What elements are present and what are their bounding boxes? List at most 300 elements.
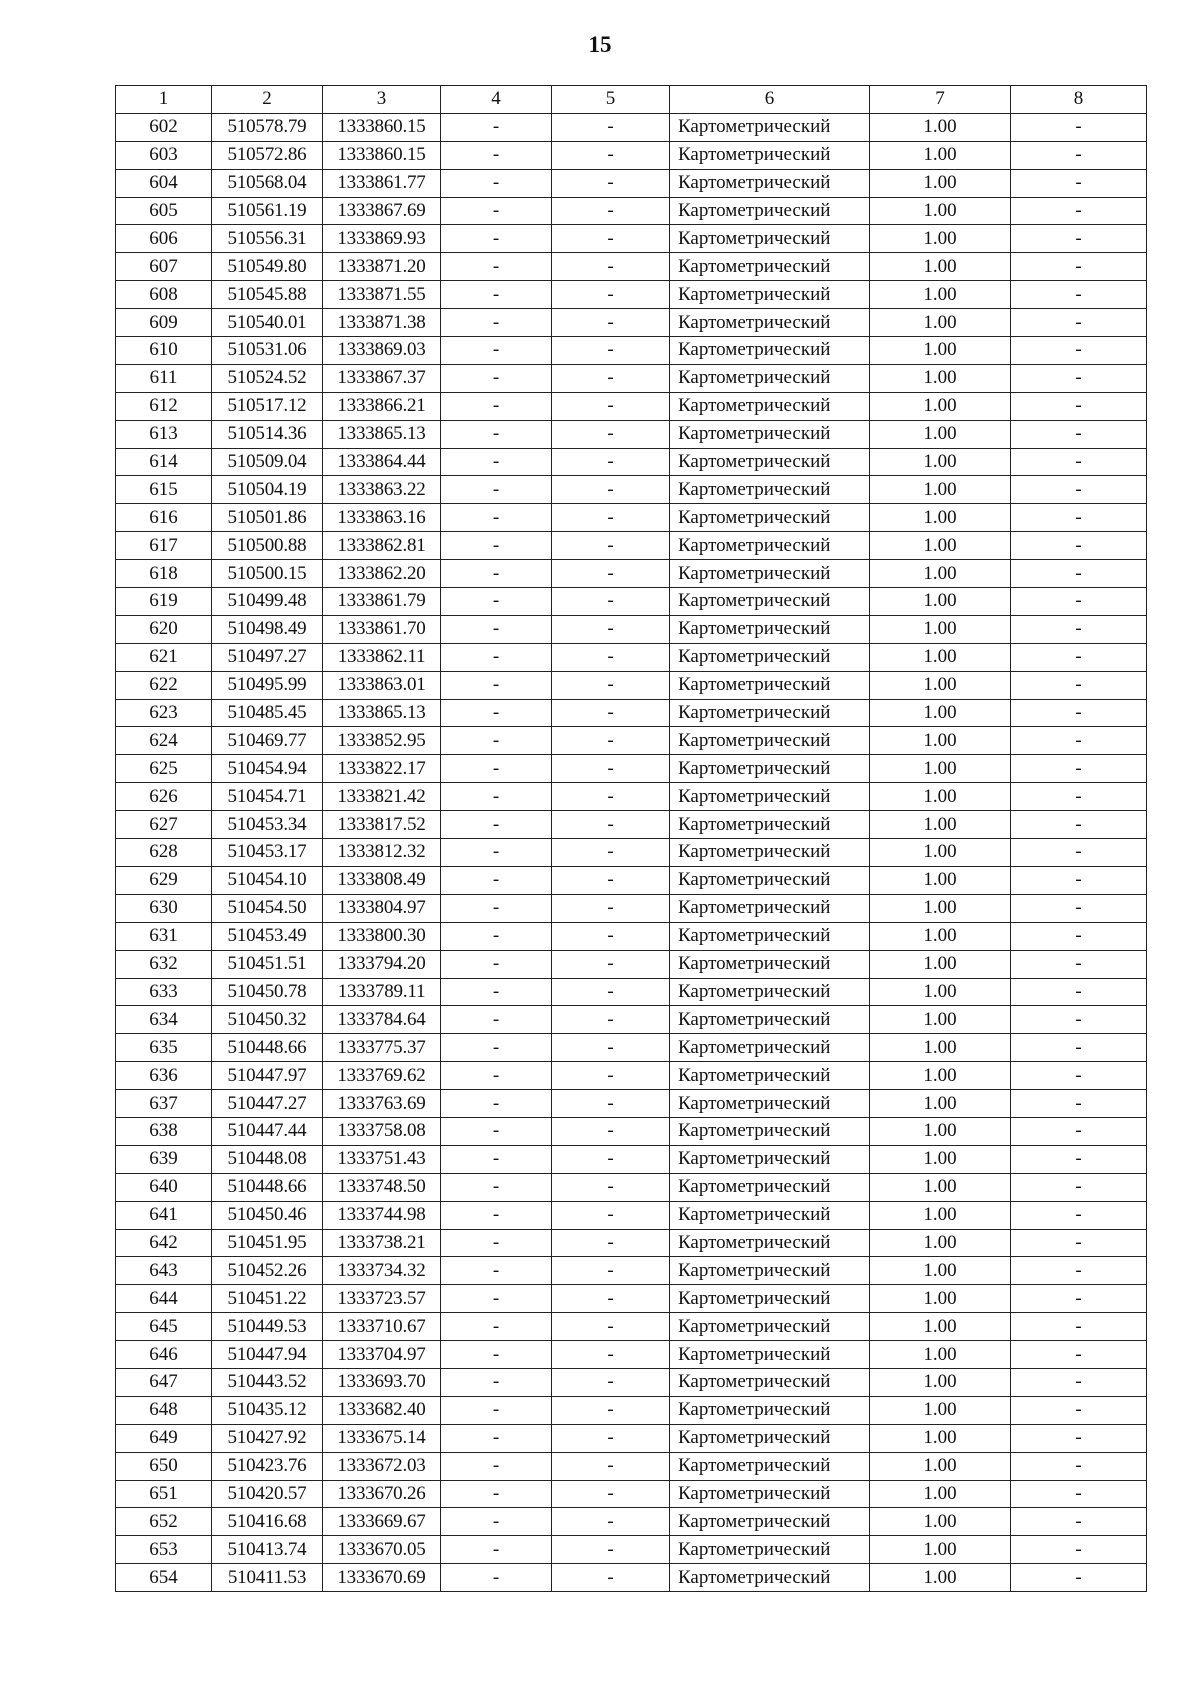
- table-cell-col-4: -: [441, 1536, 552, 1564]
- table-cell-col-6: Картометрический: [670, 1201, 870, 1229]
- table-cell-col-2: 510447.44: [212, 1117, 323, 1145]
- table-cell-col-7: 1.00: [870, 699, 1011, 727]
- table-cell-col-8: -: [1011, 1424, 1147, 1452]
- table-cell-col-2: 510450.46: [212, 1201, 323, 1229]
- table-cell-col-1: 626: [116, 783, 212, 811]
- table-cell-col-2: 510420.57: [212, 1480, 323, 1508]
- table-cell-col-1: 631: [116, 922, 212, 950]
- table-cell-col-2: 510500.88: [212, 532, 323, 560]
- table-row: [116, 309, 1147, 337]
- table-cell-col-2: 510448.08: [212, 1145, 323, 1173]
- table-cell-col-3: 1333808.49: [323, 866, 441, 894]
- table-cell-col-6: Картометрический: [670, 1452, 870, 1480]
- table-cell-col-3: 1333865.13: [323, 420, 441, 448]
- table-cell-col-5: -: [552, 783, 670, 811]
- table-cell-col-3: 1333710.67: [323, 1313, 441, 1341]
- table-row: [116, 1034, 1147, 1062]
- table-cell-col-4: -: [441, 1173, 552, 1201]
- table-cell-col-4: -: [441, 671, 552, 699]
- table-cell-col-3: 1333869.03: [323, 337, 441, 365]
- table-cell-col-5: -: [552, 420, 670, 448]
- table-cell-col-7: 1.00: [870, 1508, 1011, 1536]
- table-cell-col-6: Картометрический: [670, 281, 870, 309]
- table-row: [116, 197, 1147, 225]
- table-cell-col-8: -: [1011, 1341, 1147, 1369]
- table-cell-col-2: 510495.99: [212, 671, 323, 699]
- table-cell-col-6: Картометрический: [670, 1341, 870, 1369]
- table-cell-col-4: -: [441, 253, 552, 281]
- table-row: [116, 1257, 1147, 1285]
- table-row: [116, 1313, 1147, 1341]
- table-cell-col-5: -: [552, 197, 670, 225]
- table-row: [116, 1145, 1147, 1173]
- table-cell-col-1: 650: [116, 1452, 212, 1480]
- table-cell-col-5: -: [552, 504, 670, 532]
- table-cell-col-6: Картометрический: [670, 1062, 870, 1090]
- table-cell-col-4: -: [441, 978, 552, 1006]
- table-cell-col-5: -: [552, 1201, 670, 1229]
- table-cell-col-4: -: [441, 392, 552, 420]
- table-cell-col-8: -: [1011, 699, 1147, 727]
- table-cell-col-6: Картометрический: [670, 1117, 870, 1145]
- table-cell-col-1: 606: [116, 225, 212, 253]
- table-cell-col-3: 1333794.20: [323, 950, 441, 978]
- table-row: [116, 281, 1147, 309]
- table-row: [116, 392, 1147, 420]
- table-cell-col-3: 1333863.01: [323, 671, 441, 699]
- table-cell-col-5: -: [552, 1536, 670, 1564]
- table-cell-col-4: -: [441, 532, 552, 560]
- table-cell-col-2: 510500.15: [212, 560, 323, 588]
- table-row: [116, 950, 1147, 978]
- table-cell-col-7: 1.00: [870, 643, 1011, 671]
- table-cell-col-6: Картометрический: [670, 1257, 870, 1285]
- table-cell-col-6: Картометрический: [670, 727, 870, 755]
- table-cell-col-5: -: [552, 671, 670, 699]
- table-cell-col-5: -: [552, 1424, 670, 1452]
- table-cell-col-4: -: [441, 1117, 552, 1145]
- table-cell-col-4: -: [441, 839, 552, 867]
- table-cell-col-2: 510448.66: [212, 1034, 323, 1062]
- table-cell-col-8: -: [1011, 866, 1147, 894]
- table-cell-col-7: 1.00: [870, 392, 1011, 420]
- table-cell-col-8: -: [1011, 922, 1147, 950]
- table-cell-col-4: -: [441, 894, 552, 922]
- table-row: [116, 866, 1147, 894]
- table-cell-col-8: -: [1011, 309, 1147, 337]
- table-cell-col-2: 510524.52: [212, 364, 323, 392]
- table-cell-col-1: 649: [116, 1424, 212, 1452]
- table-row: [116, 1285, 1147, 1313]
- table-cell-col-5: -: [552, 839, 670, 867]
- table-cell-col-2: 510561.19: [212, 197, 323, 225]
- table-cell-col-5: -: [552, 560, 670, 588]
- table-cell-col-3: 1333852.95: [323, 727, 441, 755]
- table-cell-col-2: 510435.12: [212, 1396, 323, 1424]
- table-cell-col-8: -: [1011, 1034, 1147, 1062]
- table-cell-col-7: 1.00: [870, 1062, 1011, 1090]
- table-cell-col-1: 605: [116, 197, 212, 225]
- table-cell-col-3: 1333670.05: [323, 1536, 441, 1564]
- table-cell-col-8: -: [1011, 225, 1147, 253]
- table-cell-col-5: -: [552, 476, 670, 504]
- table-cell-col-4: -: [441, 1424, 552, 1452]
- table-cell-col-4: -: [441, 1145, 552, 1173]
- table-cell-col-6: Картометрический: [670, 1564, 870, 1592]
- table-cell-col-4: -: [441, 337, 552, 365]
- table-row: [116, 894, 1147, 922]
- table-cell-col-4: -: [441, 588, 552, 616]
- table-row: [116, 615, 1147, 643]
- table-cell-col-3: 1333812.32: [323, 839, 441, 867]
- table-row: [116, 922, 1147, 950]
- table-cell-col-1: 616: [116, 504, 212, 532]
- table-cell-col-7: 1.00: [870, 532, 1011, 560]
- table-cell-col-4: -: [441, 1034, 552, 1062]
- table-row: [116, 783, 1147, 811]
- coordinates-table: [115, 85, 1147, 1592]
- table-cell-col-6: Картометрический: [670, 1424, 870, 1452]
- table-cell-col-6: Картометрический: [670, 420, 870, 448]
- table-row: [116, 671, 1147, 699]
- table-cell-col-6: Картометрический: [670, 197, 870, 225]
- table-row: [116, 1341, 1147, 1369]
- table-cell-col-5: -: [552, 1480, 670, 1508]
- table-cell-col-3: 1333865.13: [323, 699, 441, 727]
- table-cell-col-1: 627: [116, 811, 212, 839]
- table-row: [116, 1396, 1147, 1424]
- table-row: [116, 643, 1147, 671]
- table-cell-col-4: -: [441, 281, 552, 309]
- table-cell-col-3: 1333869.93: [323, 225, 441, 253]
- table-cell-col-8: -: [1011, 169, 1147, 197]
- table-cell-col-6: Картометрический: [670, 1006, 870, 1034]
- table-cell-col-4: -: [441, 476, 552, 504]
- table-cell-col-6: Картометрический: [670, 253, 870, 281]
- table-cell-col-7: 1.00: [870, 671, 1011, 699]
- table-cell-col-6: Картометрический: [670, 1536, 870, 1564]
- table-cell-col-3: 1333860.15: [323, 141, 441, 169]
- table-cell-col-6: Картометрический: [670, 1173, 870, 1201]
- table-cell-col-8: -: [1011, 281, 1147, 309]
- table-cell-col-7: 1.00: [870, 169, 1011, 197]
- table-cell-col-6: Картометрический: [670, 699, 870, 727]
- table-row: [116, 1424, 1147, 1452]
- table-cell-col-3: 1333748.50: [323, 1173, 441, 1201]
- table-row: [116, 337, 1147, 365]
- table-cell-col-2: 510447.27: [212, 1090, 323, 1118]
- table-cell-col-5: -: [552, 811, 670, 839]
- table-cell-col-4: -: [441, 1257, 552, 1285]
- table-cell-col-4: -: [441, 615, 552, 643]
- table-cell-col-7: 1.00: [870, 197, 1011, 225]
- table-cell-col-1: 624: [116, 727, 212, 755]
- table-cell-col-7: 1.00: [870, 364, 1011, 392]
- column-header-1: 1: [116, 86, 212, 114]
- table-cell-col-5: -: [552, 1229, 670, 1257]
- table-cell-col-1: 638: [116, 1117, 212, 1145]
- table-cell-col-8: -: [1011, 1396, 1147, 1424]
- table-cell-col-8: -: [1011, 448, 1147, 476]
- table-cell-col-1: 607: [116, 253, 212, 281]
- table-cell-col-8: -: [1011, 1201, 1147, 1229]
- table-cell-col-2: 510545.88: [212, 281, 323, 309]
- table-cell-col-8: -: [1011, 950, 1147, 978]
- table-cell-col-3: 1333670.69: [323, 1564, 441, 1592]
- table-cell-col-7: 1.00: [870, 1424, 1011, 1452]
- table-cell-col-3: 1333871.55: [323, 281, 441, 309]
- table-cell-col-1: 639: [116, 1145, 212, 1173]
- table-cell-col-6: Картометрический: [670, 448, 870, 476]
- table-cell-col-4: -: [441, 560, 552, 588]
- table-cell-col-8: -: [1011, 560, 1147, 588]
- table-cell-col-5: -: [552, 1285, 670, 1313]
- table-row: [116, 1480, 1147, 1508]
- table-cell-col-3: 1333867.69: [323, 197, 441, 225]
- table-cell-col-1: 623: [116, 699, 212, 727]
- table-cell-col-8: -: [1011, 504, 1147, 532]
- table-row: [116, 1006, 1147, 1034]
- table-cell-col-3: 1333862.81: [323, 532, 441, 560]
- table-row: [116, 420, 1147, 448]
- table-cell-col-2: 510411.53: [212, 1564, 323, 1592]
- table-row: [116, 113, 1147, 141]
- table-cell-col-3: 1333862.20: [323, 560, 441, 588]
- table-cell-col-5: -: [552, 615, 670, 643]
- table-cell-col-5: -: [552, 978, 670, 1006]
- table-cell-col-1: 641: [116, 1201, 212, 1229]
- table-cell-col-1: 613: [116, 420, 212, 448]
- table-row: [116, 1564, 1147, 1592]
- table-cell-col-1: 610: [116, 337, 212, 365]
- table-cell-col-6: Картометрический: [670, 922, 870, 950]
- table-cell-col-1: 612: [116, 392, 212, 420]
- table-cell-col-1: 642: [116, 1229, 212, 1257]
- table-cell-col-1: 635: [116, 1034, 212, 1062]
- table-cell-col-6: Картометрический: [670, 1229, 870, 1257]
- table-cell-col-5: -: [552, 1145, 670, 1173]
- column-header-8: 8: [1011, 86, 1147, 114]
- table-cell-col-2: 510485.45: [212, 699, 323, 727]
- table-cell-col-4: -: [441, 1090, 552, 1118]
- table-cell-col-8: -: [1011, 1145, 1147, 1173]
- table-cell-col-2: 510452.26: [212, 1257, 323, 1285]
- table-cell-col-8: -: [1011, 1536, 1147, 1564]
- table-cell-col-6: Картометрический: [670, 1368, 870, 1396]
- table-cell-col-6: Картометрический: [670, 225, 870, 253]
- table-cell-col-7: 1.00: [870, 448, 1011, 476]
- table-cell-col-2: 510454.71: [212, 783, 323, 811]
- table-cell-col-6: Картометрический: [670, 1508, 870, 1536]
- table-cell-col-4: -: [441, 783, 552, 811]
- table-cell-col-3: 1333738.21: [323, 1229, 441, 1257]
- table-cell-col-6: Картометрический: [670, 532, 870, 560]
- table-cell-col-8: -: [1011, 894, 1147, 922]
- table-cell-col-6: Картометрический: [670, 839, 870, 867]
- table-cell-col-7: 1.00: [870, 1257, 1011, 1285]
- table-cell-col-8: -: [1011, 978, 1147, 1006]
- table-cell-col-1: 628: [116, 839, 212, 867]
- table-cell-col-6: Картометрический: [670, 337, 870, 365]
- table-row: [116, 253, 1147, 281]
- table-cell-col-1: 602: [116, 113, 212, 141]
- table-cell-col-3: 1333871.20: [323, 253, 441, 281]
- table-cell-col-4: -: [441, 811, 552, 839]
- table-cell-col-6: Картометрический: [670, 866, 870, 894]
- table-cell-col-7: 1.00: [870, 755, 1011, 783]
- table-cell-col-7: 1.00: [870, 1117, 1011, 1145]
- table-cell-col-2: 510498.49: [212, 615, 323, 643]
- table-cell-col-7: 1.00: [870, 309, 1011, 337]
- table-cell-col-7: 1.00: [870, 337, 1011, 365]
- table-cell-col-6: Картометрический: [670, 392, 870, 420]
- table-cell-col-3: 1333804.97: [323, 894, 441, 922]
- table-cell-col-7: 1.00: [870, 225, 1011, 253]
- table-cell-col-5: -: [552, 1368, 670, 1396]
- table-cell-col-3: 1333866.21: [323, 392, 441, 420]
- table-cell-col-2: 510423.76: [212, 1452, 323, 1480]
- table-row: [116, 476, 1147, 504]
- table-row: [116, 504, 1147, 532]
- table-cell-col-5: -: [552, 1313, 670, 1341]
- table-cell-col-4: -: [441, 309, 552, 337]
- table-cell-col-1: 603: [116, 141, 212, 169]
- table-cell-col-2: 510453.49: [212, 922, 323, 950]
- table-cell-col-5: -: [552, 392, 670, 420]
- table-cell-col-8: -: [1011, 253, 1147, 281]
- table-row: [116, 1452, 1147, 1480]
- table-cell-col-8: -: [1011, 1173, 1147, 1201]
- table-cell-col-1: 651: [116, 1480, 212, 1508]
- table-cell-col-4: -: [441, 504, 552, 532]
- table-cell-col-3: 1333693.70: [323, 1368, 441, 1396]
- table-cell-col-2: 510578.79: [212, 113, 323, 141]
- table-cell-col-3: 1333704.97: [323, 1341, 441, 1369]
- table-cell-col-1: 648: [116, 1396, 212, 1424]
- table-cell-col-1: 636: [116, 1062, 212, 1090]
- table-row: [116, 1173, 1147, 1201]
- table-cell-col-2: 510453.17: [212, 839, 323, 867]
- table-cell-col-4: -: [441, 699, 552, 727]
- table-cell-col-5: -: [552, 448, 670, 476]
- table-cell-col-7: 1.00: [870, 811, 1011, 839]
- table-cell-col-5: -: [552, 894, 670, 922]
- table-cell-col-1: 652: [116, 1508, 212, 1536]
- table-cell-col-4: -: [441, 866, 552, 894]
- table-body: [116, 113, 1147, 1591]
- table-cell-col-7: 1.00: [870, 560, 1011, 588]
- table-cell-col-1: 634: [116, 1006, 212, 1034]
- table-cell-col-5: -: [552, 141, 670, 169]
- table-cell-col-5: -: [552, 1062, 670, 1090]
- table-cell-col-8: -: [1011, 476, 1147, 504]
- table-cell-col-3: 1333675.14: [323, 1424, 441, 1452]
- table-cell-col-4: -: [441, 643, 552, 671]
- table-row: [116, 727, 1147, 755]
- table-cell-col-3: 1333744.98: [323, 1201, 441, 1229]
- table-cell-col-6: Картометрический: [670, 1090, 870, 1118]
- table-row: [116, 755, 1147, 783]
- table-cell-col-5: -: [552, 1257, 670, 1285]
- table-cell-col-2: 510427.92: [212, 1424, 323, 1452]
- table-cell-col-8: -: [1011, 755, 1147, 783]
- table-cell-col-2: 510454.94: [212, 755, 323, 783]
- table-row: [116, 811, 1147, 839]
- table-cell-col-3: 1333817.52: [323, 811, 441, 839]
- table-row: [116, 1090, 1147, 1118]
- table-cell-col-7: 1.00: [870, 950, 1011, 978]
- table-cell-col-7: 1.00: [870, 141, 1011, 169]
- table-cell-col-2: 510469.77: [212, 727, 323, 755]
- table-cell-col-8: -: [1011, 727, 1147, 755]
- header-row: [116, 86, 1147, 114]
- table-cell-col-1: 629: [116, 866, 212, 894]
- table-cell-col-2: 510449.53: [212, 1313, 323, 1341]
- table-cell-col-5: -: [552, 169, 670, 197]
- table-cell-col-8: -: [1011, 1117, 1147, 1145]
- table-cell-col-3: 1333734.32: [323, 1257, 441, 1285]
- table-cell-col-7: 1.00: [870, 866, 1011, 894]
- table-header: [116, 86, 1147, 114]
- column-header-4: 4: [441, 86, 552, 114]
- table-cell-col-1: 618: [116, 560, 212, 588]
- table-row: [116, 978, 1147, 1006]
- table-cell-col-8: -: [1011, 1285, 1147, 1313]
- column-header-7: 7: [870, 86, 1011, 114]
- table-cell-col-7: 1.00: [870, 1173, 1011, 1201]
- table-cell-col-2: 510454.50: [212, 894, 323, 922]
- table-cell-col-3: 1333863.22: [323, 476, 441, 504]
- table-cell-col-4: -: [441, 420, 552, 448]
- table-cell-col-2: 510451.51: [212, 950, 323, 978]
- table-cell-col-7: 1.00: [870, 476, 1011, 504]
- table-cell-col-7: 1.00: [870, 1480, 1011, 1508]
- table-cell-col-1: 619: [116, 588, 212, 616]
- table-cell-col-2: 510504.19: [212, 476, 323, 504]
- table-cell-col-7: 1.00: [870, 1396, 1011, 1424]
- table-cell-col-6: Картометрический: [670, 783, 870, 811]
- table-cell-col-3: 1333862.11: [323, 643, 441, 671]
- table-cell-col-4: -: [441, 113, 552, 141]
- table-cell-col-6: Картометрический: [670, 476, 870, 504]
- table-cell-col-7: 1.00: [870, 615, 1011, 643]
- table-cell-col-5: -: [552, 281, 670, 309]
- table-cell-col-1: 630: [116, 894, 212, 922]
- table-cell-col-8: -: [1011, 1257, 1147, 1285]
- table-cell-col-7: 1.00: [870, 420, 1011, 448]
- table-cell-col-2: 510453.34: [212, 811, 323, 839]
- table-cell-col-1: 654: [116, 1564, 212, 1592]
- table-cell-col-3: 1333861.77: [323, 169, 441, 197]
- table-cell-col-7: 1.00: [870, 1368, 1011, 1396]
- table-cell-col-8: -: [1011, 643, 1147, 671]
- table-cell-col-8: -: [1011, 1229, 1147, 1257]
- table-cell-col-6: Картометрический: [670, 1480, 870, 1508]
- table-cell-col-4: -: [441, 225, 552, 253]
- table-cell-col-4: -: [441, 1452, 552, 1480]
- table-row: [116, 1229, 1147, 1257]
- table-cell-col-5: -: [552, 253, 670, 281]
- table-cell-col-5: -: [552, 950, 670, 978]
- table-cell-col-8: -: [1011, 337, 1147, 365]
- table-cell-col-5: -: [552, 643, 670, 671]
- table-cell-col-5: -: [552, 113, 670, 141]
- table-row: [116, 839, 1147, 867]
- table-cell-col-7: 1.00: [870, 1034, 1011, 1062]
- table-cell-col-3: 1333784.64: [323, 1006, 441, 1034]
- table-cell-col-6: Картометрический: [670, 169, 870, 197]
- table-cell-col-4: -: [441, 169, 552, 197]
